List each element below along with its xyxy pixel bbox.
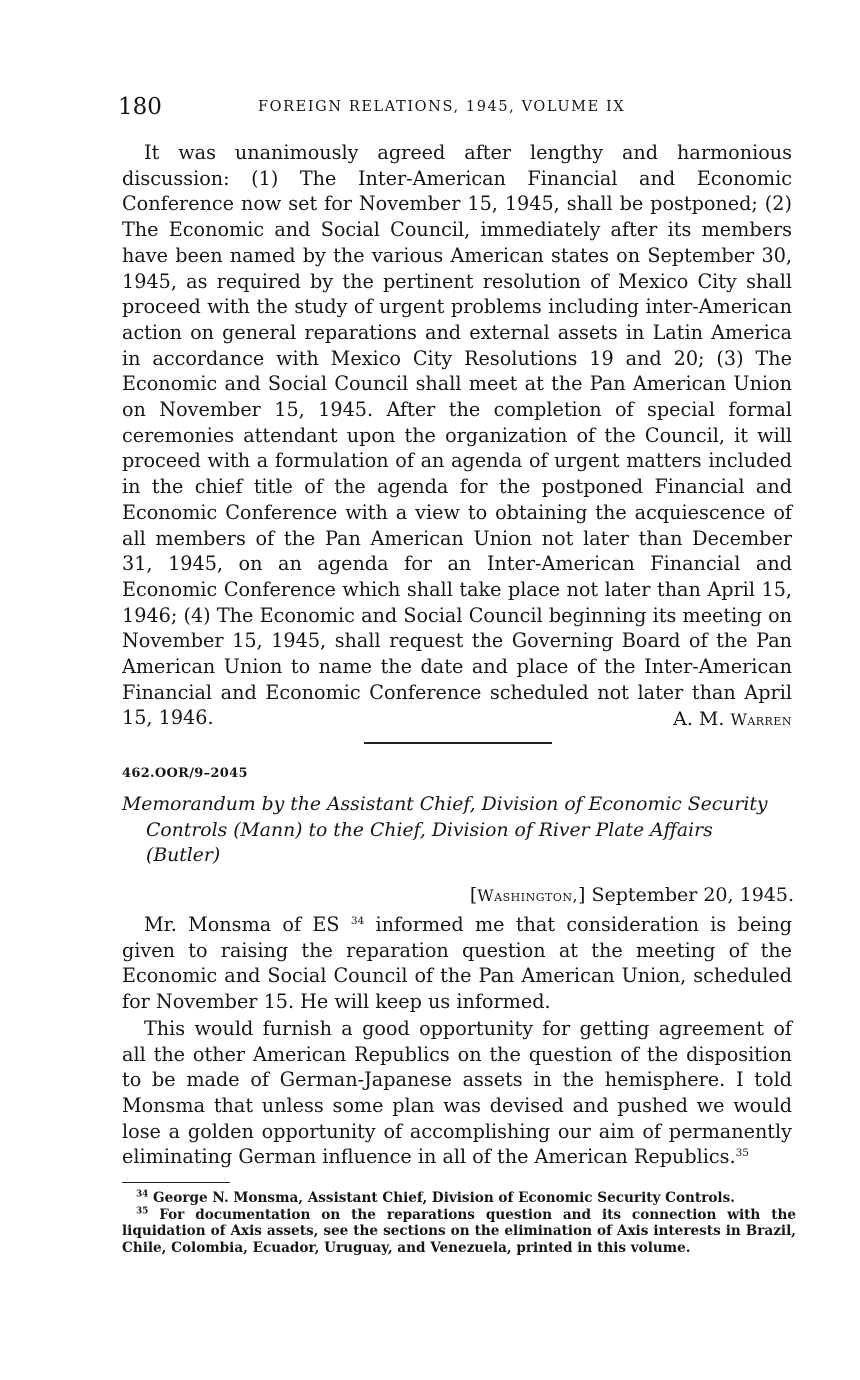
document-separator <box>364 742 552 744</box>
title-line: Memorandum by the Assistant Chief, Division of Economic Security <box>122 794 768 815</box>
title-line: Controls (Mann) to the Chief, Division of River Plate Affairs <box>146 819 713 841</box>
dateline: [Washington,] September 20, 1945. <box>469 884 794 906</box>
dateline-date: September 20, 1945. <box>591 884 794 906</box>
page-number: 180 <box>118 94 162 120</box>
footnote <box>122 1207 796 1257</box>
page-header <box>118 94 798 124</box>
footnote-marker: 34 <box>136 1189 149 1200</box>
memo-paragraph-1-start: Mr. Monsma of ES <box>144 913 340 936</box>
footnote-marker: 35 <box>136 1205 149 1216</box>
previous-document-paragraph: It was unanimously agreed after lengthy and harmonious discussion: (1) The Inter-American Financial and Economic Conference now set for November 15, 1945, shall be postponed; (2) The Economic and Social Council, immediately after its members have been named by the various American states on September 30, 1945, as required by the pertinent resolution of Mexico City shall proceed with the study of urgent problems including inter-American action on general reparations and external assets in Latin America in accordance with Mexico City Resolutions 19 and 20; (3) The Economic and Social Council shall meet at the Pan American Union on November 15, 1945. After the completion of special formal ceremonies attendant upon the organization of the Council, it will proceed with a formulation of an agenda of urgent matters included in the chief title of the agenda for the postponed Financial and Economic Conference with a view to obtaining the acquiescence of all members of the Pan American Union not later than December 31, 1945, on an agenda for an Inter-American Financial and Economic Conference which shall take place not later than April 15, 1946; (4) The Economic and Social Council beginning its meeting on November 15, 1945, shall request the Governing Board of the Pan American Union to name the date and place of the Inter-American Financial and Economic Conference scheduled not later than April 15, 1946. <box>122 141 792 730</box>
signature-initials: A. M. <box>673 708 725 730</box>
document-title <box>122 792 794 869</box>
footnote-ref: 34 <box>350 915 365 928</box>
running-head: FOREIGN RELATIONS, 1945, VOLUME IX <box>258 99 626 115</box>
footnote-text: For documentation on the reparations question and its connection with the liquidation of Axis assets, see the sections on the elimination of Axis interests in Brazil, Chile, Colombia, Ecuador, Uruguay, and Venezuela, printed in this volume. <box>122 1206 797 1256</box>
footnote <box>122 1190 796 1207</box>
footnotes <box>122 1190 796 1256</box>
memo-paragraph-1-rest: informed me that consideration is being given to raising the reparation question at the meeting of the Economic and Social Council of the Pan American Union, scheduled for November 15. He will keep us informed. <box>122 913 792 1014</box>
footnote-rule <box>122 1182 230 1183</box>
footnote-ref: 35 <box>735 1147 750 1160</box>
title-line: (Butler) <box>146 845 221 866</box>
previous-document-body <box>122 140 792 731</box>
memo-paragraph <box>122 1016 792 1170</box>
memo-paragraph <box>122 912 792 1015</box>
signature-surname: Warren <box>730 710 792 729</box>
memo-paragraph-2: This would furnish a good opportunity for getting agreement of all the other American Republics on the question of the disposition to be made of German-Japanese assets in the hemisphere. I told Monsma that unless some plan was devised and pushed we would lose a golden opportunity of accomplishing our aim of permanently eliminating German influence in all of the American Republics. <box>122 1016 792 1169</box>
signature <box>673 708 792 730</box>
footnote-text: George N. Monsma, Assistant Chief, Division of Economic Security Controls. <box>153 1190 735 1206</box>
file-number: 462.OOR/9–2045 <box>122 766 248 781</box>
dateline-place: Washington, <box>477 886 579 905</box>
memorandum-body <box>122 912 792 1170</box>
